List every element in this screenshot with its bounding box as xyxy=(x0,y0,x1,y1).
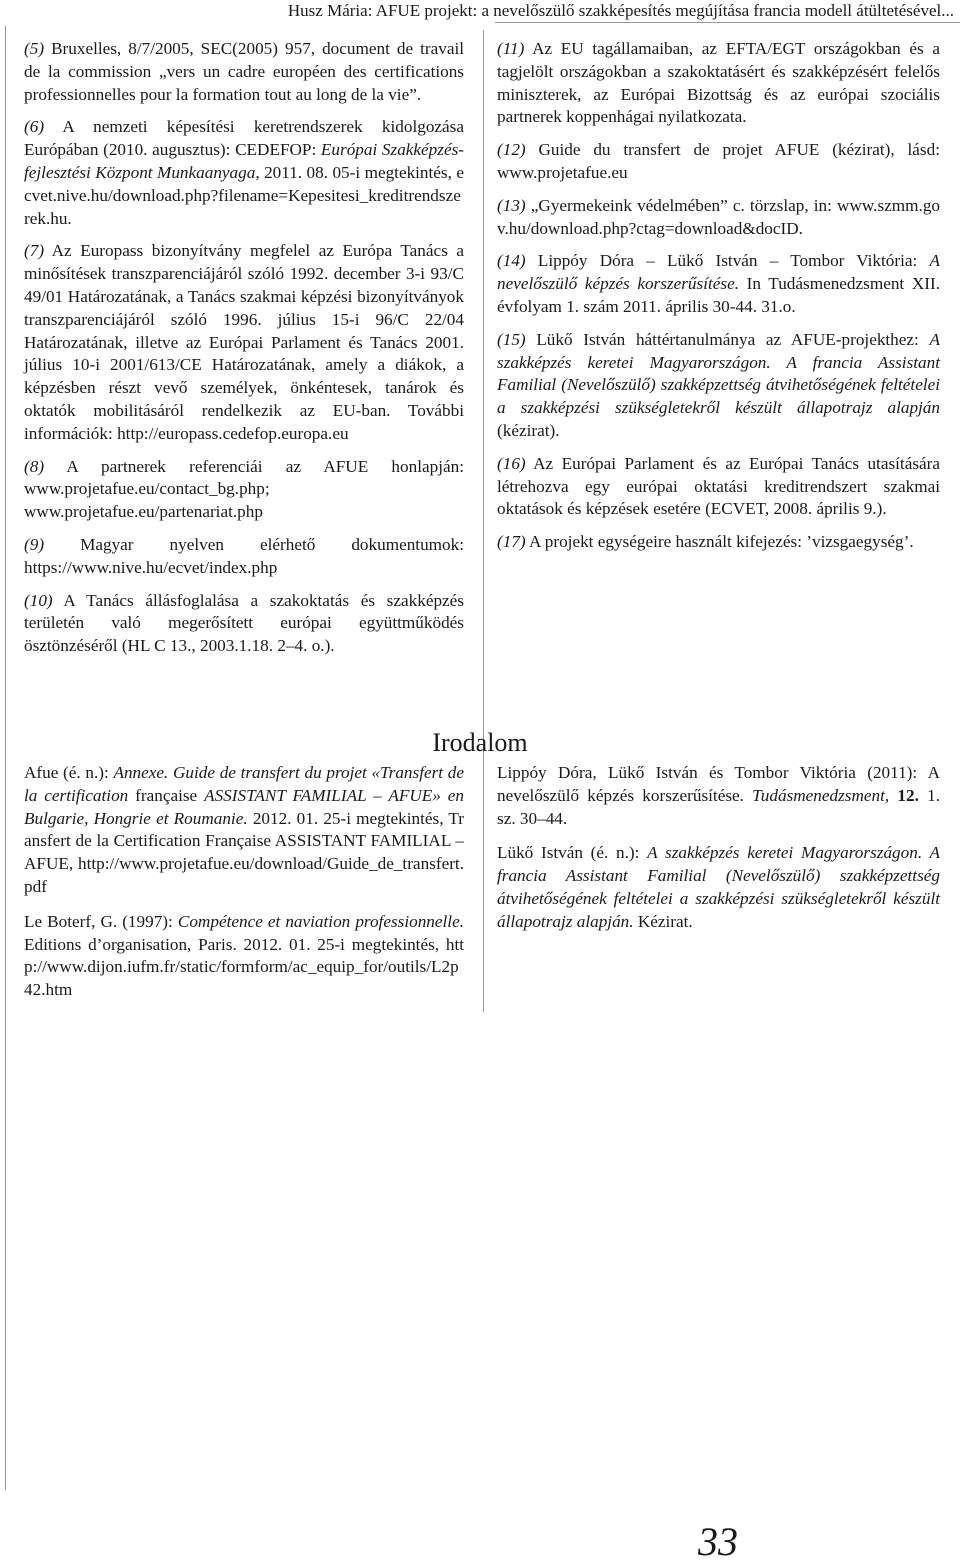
footnote-12: (12) Guide du transfert de projet AFUE (kézirat), lásd: www.projetafue.eu xyxy=(497,140,940,182)
footnote-6: (6) A nemzeti képesítési keretrendszerek kidolgozása Európában (2010. augusztus): CEDEFOP: Európai Szakképzés-fejlesztési Központ Munkaanyaga, 2011. 08. 05-i megtekintés, ecvet.nive.hu/download.php?filename=Kepesitesi_kreditrendszerek.hu. xyxy=(24,117,464,228)
left-margin-rule xyxy=(5,26,6,1490)
footnote-17: (17) A projekt egységeire használt kifejezés: ’vizsgaegység’. xyxy=(497,532,914,552)
footnote-10: (10) A Tanács állásfoglalása a szakoktatás és szakképzés területén való megerősített európai együttműködés ösztönzéséről (HL C 13., 2003.1.18. 2–4. o.). xyxy=(24,590,464,656)
reference-le-boterf: Le Boterf, G. (1997): Compétence et naviation professionnelle. Editions d’organisation, Paris. 2012. 01. 25-i megtekintés, http://www.dijon.iufm.fr/static/formform/ac_equip_for/outils/L2p42.htm xyxy=(24,911,464,1000)
bibliography-heading: Irodalom xyxy=(432,728,528,757)
footnote-7: (7) Az Europass bizonyítvány megfelel az Európa Tanács a minősítések transzparenciájáról szóló 1992. december 3-i 93/C 49/01 Határozatának, a Tanács szakmai képzési bizonyítványok transzparenciájáról szóló 1996. július 15-i 96/C 22/04 Határozatának, illetve az Európai Parlament és Tanács 2001. július 10-i 2001/613/CE Határozatának, amely a diákok, a képzésben részt vevő személyek, önkéntesek, tanárok és oktatók mobilitásáról rendelkezik az EU-ban. További információk: http://europass.cedefop.europa.eu xyxy=(24,241,464,443)
footnote-9: (9) Magyar nyelven elérhető dokumentumok: https://www.nive.hu/ecvet/index.php xyxy=(24,534,465,577)
footnote-8: (8) A partnerek referenciái az AFUE honlapján: www.projetafue.eu/contact_bg.php; www.projetafue.eu/partenariat.php xyxy=(24,456,464,522)
page-number: 33 xyxy=(698,1519,738,1564)
reference-luko: Lükő István (é. n.): A szakképzés keretei Magyarországon. A francia Assistant Familial (Nevelőszülő) szakképzettség átvihetőségének feltételei a szakképzési szükségletekről készült állapotrajz alapján. Kézirat. xyxy=(497,843,941,931)
reference-lippoy: Lippóy Dóra, Lükő István és Tombor Viktória (2011): A nevelőszülő képzés korszerűsítése. Tudásmenedzsment, 12. 1. sz. 30–44. xyxy=(497,763,941,828)
footnotes-right-column xyxy=(497,38,940,564)
reference-afue: Afue (é. n.): Annexe. Guide de transfert du projet «Transfert de la certification française ASSISTANT FAMILIAL – AFUE» en Bulgarie, Hongrie et Roumanie. 2012. 01. 25-i megtekintés, Transfert de la Certification Française ASSISTANT FAMILIAL – AFUE, http://www.projetafue.eu/download/Guide_de_transfert.pdf xyxy=(24,763,464,896)
footnote-16: (16) Az Európai Parlament és az Európai Tanács utasítására létrehozva egy európai oktatási kreditrendszert szakmai oktatások és képzések esetére (ECVET, 2008. április 9.). xyxy=(497,453,940,519)
running-header xyxy=(200,0,954,22)
running-title: Husz Mária: AFUE projekt: a nevelőszülő szakképesítés megújítása francia modell átültetésével... xyxy=(287,1,954,20)
footnotes-left-column xyxy=(24,38,464,668)
bibliography-right-column xyxy=(497,762,940,946)
footnote-11: (11) Az EU tagállamaiban, az EFTA/EGT országokban és a tagjelölt országokban a szakoktatásért és szakképzésért felelős miniszterek, az Európai Bizottság és az európai szociális partnerek koppenhágai nyilatkozata. xyxy=(497,39,940,127)
footnote-14: (14) Lippóy Dóra – Lükő István – Tombor Viktória: A nevelőszülő képzés korszerűsítése. In Tudásmenedzsment XII. évfolyam 1. szám 2011. április 30-44. 31.o. xyxy=(497,251,940,316)
column-divider xyxy=(483,30,484,1012)
footnote-15: (15) Lükő István háttértanulmánya az AFUE-projekthez: A szakképzés keretei Magyarországon. A francia Assistant Familial (Nevelőszülő) szakképzettség átvihetőségének feltételei a szakképzési szükségletekről készült állapotrajz alapján (kézirat). xyxy=(497,329,940,440)
bibliography-left-column xyxy=(24,762,464,1014)
footnote-5: (5) Bruxelles, 8/7/2005, SEC(2005) 957, document de travail de la commission „vers un cadre européen des certifications professionnelles pour la formation tout au long de la vie”. xyxy=(24,39,465,104)
footnote-13: (13) „Gyermekeink védelmében” c. törzslap, in: www.szmm.gov.hu/download.php?ctag=download&docID. xyxy=(497,195,941,238)
